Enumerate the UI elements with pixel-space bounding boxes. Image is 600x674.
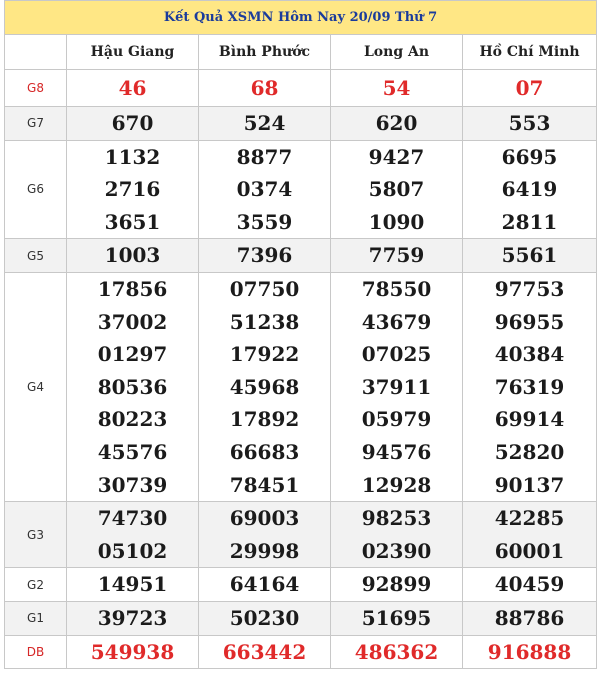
- prize-number: 12928: [361, 472, 432, 497]
- prize-row-g5: [5, 239, 597, 273]
- prize-number: 64164: [229, 572, 300, 597]
- prize-cell: [199, 140, 331, 239]
- prize-number: 620: [375, 111, 418, 135]
- prize-row-g3: [5, 502, 597, 568]
- prize-number: 46: [118, 76, 147, 100]
- prize-cell: [463, 70, 597, 107]
- lottery-results-table: [4, 0, 597, 669]
- prize-number: 43679: [361, 309, 432, 334]
- prize-rows: [5, 70, 597, 669]
- prize-number: 7396: [236, 243, 293, 268]
- prize-number: 0374: [236, 177, 293, 202]
- prize-number: 39723: [97, 605, 168, 630]
- prize-number: 916888: [487, 639, 572, 664]
- prize-label: G5: [5, 239, 67, 273]
- prize-label: G6: [5, 140, 67, 239]
- table-title: Kết Quả XSMN Hôm Nay 20/09 Thứ 7: [5, 1, 597, 35]
- prize-number: 60001: [494, 538, 565, 563]
- prize-cell: [199, 601, 331, 635]
- prize-label: G8: [5, 70, 67, 107]
- prize-number: 7759: [368, 243, 425, 268]
- prize-number: 524: [243, 111, 286, 135]
- prize-number: 2811: [501, 209, 558, 234]
- prize-cell: [199, 568, 331, 602]
- province-header-row: [5, 35, 597, 70]
- prize-number: 45968: [229, 374, 300, 399]
- prize-number: 42285: [494, 506, 565, 531]
- prize-number: 14951: [97, 572, 168, 597]
- prize-cell: [331, 635, 463, 669]
- prize-number: 3651: [104, 209, 161, 234]
- prize-number: 6695: [501, 144, 558, 169]
- prize-number: 37911: [361, 374, 432, 399]
- prize-number: 51238: [229, 309, 300, 334]
- prize-cell: [463, 502, 597, 568]
- prize-number: 90137: [494, 472, 565, 497]
- prize-number: 45576: [97, 439, 168, 464]
- prize-row-g6: [5, 140, 597, 239]
- prize-number: 05979: [361, 407, 432, 432]
- prize-number: 5807: [368, 177, 425, 202]
- prize-label: G2: [5, 568, 67, 602]
- prize-number: 3559: [236, 209, 293, 234]
- prize-number: 69914: [494, 407, 565, 432]
- prize-cell: [67, 140, 199, 239]
- prize-number: 8877: [236, 144, 293, 169]
- prize-number: 1132: [104, 144, 161, 169]
- prize-cell: [463, 601, 597, 635]
- prize-number: 78550: [361, 276, 432, 301]
- prize-label: G7: [5, 107, 67, 141]
- prize-number: 17856: [97, 276, 168, 301]
- prize-number: 29998: [229, 538, 300, 563]
- prize-cell: [463, 272, 597, 501]
- prize-number: 553: [508, 111, 551, 135]
- prize-cell: [463, 568, 597, 602]
- prize-cell: [199, 70, 331, 107]
- prize-label: DB: [5, 635, 67, 669]
- prize-cell: [463, 140, 597, 239]
- prize-number: 549938: [90, 639, 175, 664]
- prize-number: 40384: [494, 342, 565, 367]
- prize-number: 51695: [361, 605, 432, 630]
- prize-cell: [67, 239, 199, 273]
- prize-row-db: [5, 635, 597, 669]
- prize-number: 96955: [494, 309, 565, 334]
- prize-number: 92899: [361, 572, 432, 597]
- prize-number: 78451: [229, 472, 300, 497]
- prize-number: 80223: [97, 407, 168, 432]
- prize-cell: [199, 635, 331, 669]
- prize-cell: [331, 601, 463, 635]
- prize-number: 07: [515, 76, 544, 100]
- prize-number: 88786: [494, 605, 565, 630]
- prize-label: G4: [5, 272, 67, 501]
- prize-number: 2716: [104, 177, 161, 202]
- prize-row-g2: [5, 568, 597, 602]
- prize-number: 670: [111, 111, 154, 135]
- prize-number: 663442: [222, 639, 307, 664]
- prize-cell: [67, 601, 199, 635]
- prize-row-g8: [5, 70, 597, 107]
- prize-number: 1090: [368, 209, 425, 234]
- prize-number: 17922: [229, 342, 300, 367]
- prize-cell: [331, 239, 463, 273]
- prize-label: G1: [5, 601, 67, 635]
- prize-number: 1003: [104, 243, 161, 268]
- prize-number: 07025: [361, 342, 432, 367]
- prize-cell: [67, 502, 199, 568]
- prize-number: 69003: [229, 506, 300, 531]
- prize-cell: [463, 635, 597, 669]
- prize-cell: [67, 272, 199, 501]
- prize-number: 37002: [97, 309, 168, 334]
- prize-cell: [199, 272, 331, 501]
- prize-number: 68: [250, 76, 279, 100]
- prize-number: 52820: [494, 439, 565, 464]
- prize-number: 98253: [361, 506, 432, 531]
- prize-cell: [67, 635, 199, 669]
- prize-number: 07750: [229, 276, 300, 301]
- prize-number: 05102: [97, 538, 168, 563]
- prize-number: 66683: [229, 439, 300, 464]
- prize-cell: [199, 239, 331, 273]
- prize-cell: [67, 107, 199, 141]
- prize-number: 486362: [354, 639, 439, 664]
- prize-number: 6419: [501, 177, 558, 202]
- prize-cell: [199, 107, 331, 141]
- prize-number: 74730: [97, 506, 168, 531]
- prize-cell: [199, 502, 331, 568]
- prize-number: 80536: [97, 374, 168, 399]
- prize-cell: [331, 568, 463, 602]
- prize-row-g7: [5, 107, 597, 141]
- prize-row-g1: [5, 601, 597, 635]
- province-header-hau-giang: Hậu Giang: [67, 35, 199, 70]
- prize-number: 94576: [361, 439, 432, 464]
- prize-cell: [331, 272, 463, 501]
- prize-cell: [67, 568, 199, 602]
- prize-label: G3: [5, 502, 67, 568]
- prize-number: 30739: [97, 472, 168, 497]
- results-table-wrapper: [4, 0, 596, 669]
- prize-number: 50230: [229, 605, 300, 630]
- prize-cell: [331, 140, 463, 239]
- prize-cell: [463, 239, 597, 273]
- prize-number: 01297: [97, 342, 168, 367]
- prize-number: 5561: [501, 243, 558, 268]
- prize-number: 40459: [494, 572, 565, 597]
- prize-cell: [331, 70, 463, 107]
- province-header-binh-phuoc: Bình Phước: [199, 35, 331, 70]
- corner-cell: [5, 35, 67, 70]
- prize-cell: [463, 107, 597, 141]
- province-header-ho-chi-minh: Hồ Chí Minh: [463, 35, 597, 70]
- prize-row-g4: [5, 272, 597, 501]
- prize-number: 76319: [494, 374, 565, 399]
- province-header-long-an: Long An: [331, 35, 463, 70]
- prize-number: 9427: [368, 144, 425, 169]
- prize-number: 97753: [494, 276, 565, 301]
- prize-number: 54: [382, 76, 411, 100]
- prize-cell: [67, 70, 199, 107]
- title-row: [5, 1, 597, 35]
- prize-cell: [331, 502, 463, 568]
- prize-cell: [331, 107, 463, 141]
- prize-number: 02390: [361, 538, 432, 563]
- prize-number: 17892: [229, 407, 300, 432]
